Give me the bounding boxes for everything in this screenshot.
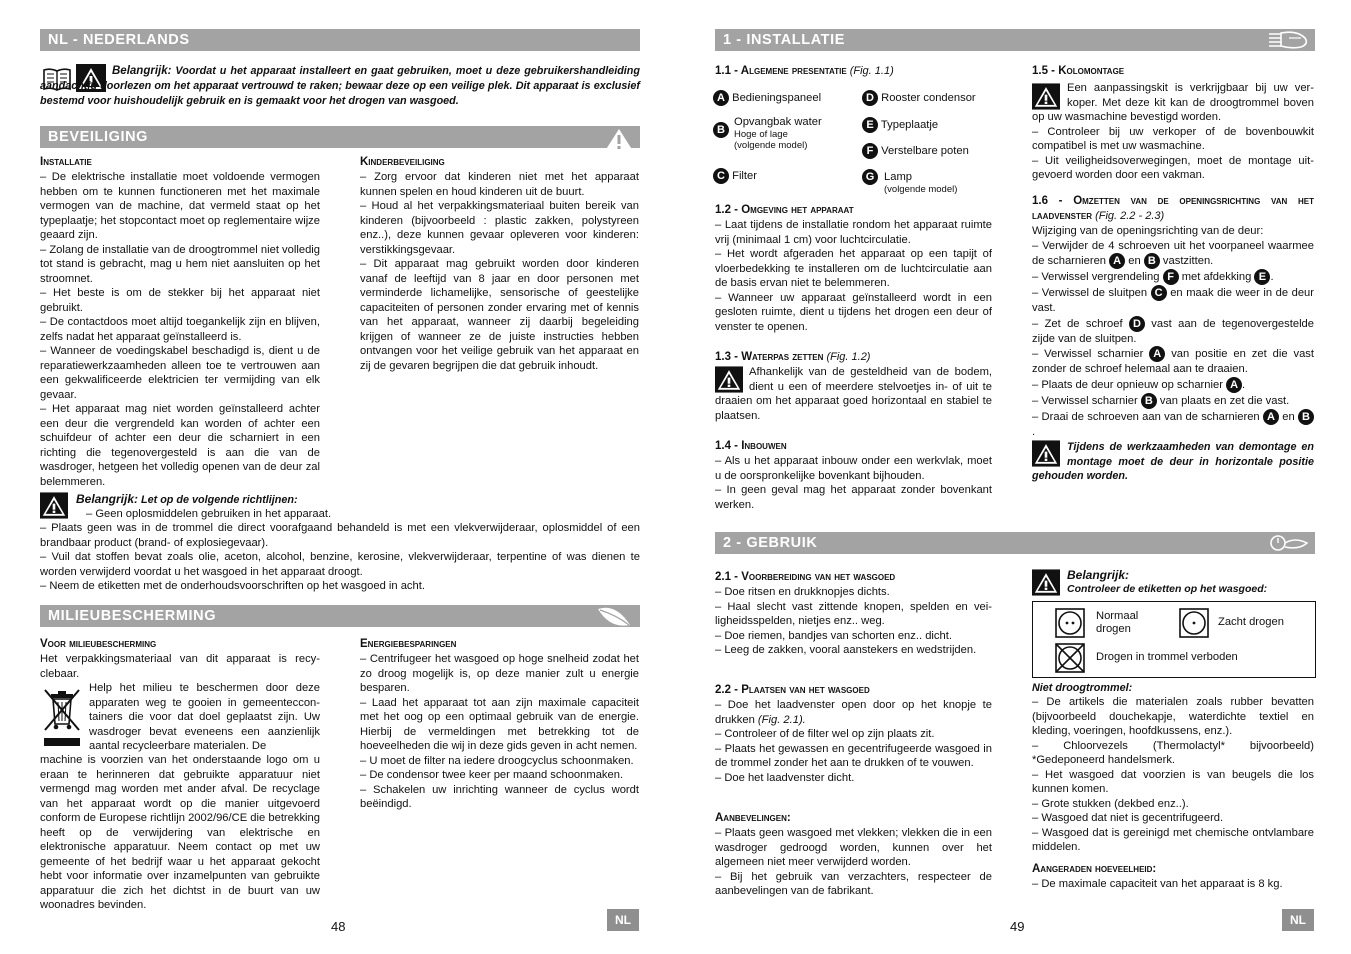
important-label: Belangrijk: Controleer de etiketten op het wasgoed:: [1067, 568, 1268, 595]
s21-title: 2.1 - Voorbereiding van het wasgoed: [715, 571, 896, 583]
marker-c-icon: C: [713, 168, 729, 184]
legend-item-f: F Verstelbare poten: [862, 143, 1002, 169]
page-number: 49: [1010, 919, 1025, 934]
s13-text: Afhankelijk van de gesteldheid van de bodem, dient u een of meerdere stelvoetjes in- of uit te draaien om het apparaat goed horizontaal en stabiel te plaatsen.: [715, 366, 992, 422]
marker-b-icon: B: [1298, 409, 1314, 425]
kinderbeveiliging-section: [360, 155, 639, 373]
leaf-icon: [596, 605, 634, 636]
warning2-text: – Plaats geen was in de trommel die direct voorafgaand behandeld is met een vlekverwijderaar, oplosmiddel of een brandbaar product (brand- of explosiegevaar). – Vuil dat stoffen bevat zoals olie, aceton, alcohol, benzine, kerosine, vlekverwijderaar, terpentine of was dienen te worden verwijderd voordat u het wasgoed in het apparaat droogt. – Neem de etiketten met de onderhoudsvoorschriften op het wasgoed in acht.: [40, 522, 640, 592]
milieu-text3: machine is voorzien van het onderstaande logo om u eraan te herinneren dat gebruikte apparatuur niet vermengd mag worden met ander afval. De recyclage van het apparaat wordt op die manier uitgevoerd conform de Europese richtlijn 2002/96/CE die betrekking heeft op de verwijdering van elektrische en elektronische apparatuur. Neem contact op met uw gemeente of het bedrijf waar u het apparaat gekocht hebt voor informatie over inzamelpunten van gebruikte apparatuur die zich het dichtst in de buurt van uw woonadres bevinden.: [40, 754, 320, 911]
legend-item-g: G Lamp (volgende model): [862, 169, 1002, 195]
marker-f-icon: F: [862, 143, 878, 159]
aangeraden-section: [1032, 862, 1314, 892]
marker-a-icon: A: [1226, 377, 1242, 393]
marker-a-icon: A: [1263, 409, 1279, 425]
marker-d-icon: D: [862, 90, 878, 106]
s21-text: – Doe ritsen en drukknopjes dichts. – Haal slecht vast zittende knopen, spelden en veiligheidsspelden, nietjes enz.. weg. – Doe riemen, bandjes van schorten enz.. dicht. – Leeg de zakken, vooral aanstekers en wedstrijden.: [715, 586, 992, 656]
s16-text: Wijziging van de openingsrichting van de deur: – Verwijder de 4 schroeven uit het voorpaneel waarmee de scharnieren A en B vastzitten. – Verwissel vergrendeling F met afdekking E . – Verwissel de sluitpen C en maak die weer in de deur vast. – Zet de schroef D vast aan de tegenovergestelde zijde van de sluitpen. – Verwissel scharnier A van positie en zet die vast zonder de schroef helemaal aan te draaien. – Plaats de deur opnieuw op scharnier A . – Verwissel scharnier B van plaats en zet die vast. – Draai de schroeven aan van de scharnieren A en B.: [1032, 225, 1315, 438]
s21-section: [715, 570, 992, 658]
marker-d-icon: D: [1129, 316, 1145, 332]
header-beveiliging: BEVEILIGING: [40, 126, 640, 148]
header-installatie: 1 - INSTALLATIE: [715, 29, 1315, 51]
s12-text: – Laat tijdens de installatie rondom het apparaat ruimte vrij (minimaal 1 cm) voor luchtcirculatie. – Het wordt afgeraden het apparaat op een tapijt of vloerbedekking te installeren om de luchtcirculatie aan de basis ervan niet te belemmeren. – Wanneer uw apparaat geïnstalleerd wordt in een gesloten ruimte, dient u tijdens het drogen een deur of venster te openen.: [715, 219, 992, 333]
milieu-title: Voor milieubescherming: [40, 638, 157, 650]
niet-droogtrommel-text: – De artikels die materialen zoals rubber bevatten (bijvoorbeeld douchekapje, waterdichte textiel en kleding, voeringen, hoofdkussens, enz.). – Chloorvezels (Thermolactyl* bijvoorbeeld) *Gedeponeerd handelsmerk. – Het wasgoed dat voorzien is van beugels die los kunnen komen. – Grote stukken (dekbed enz..). – Wasgoed dat niet is gecentrifugeerd. – Wasgoed dat is gereinigd met chemische ontvlambare middelen.: [1032, 696, 1314, 853]
kinderbeveiliging-title: Kinderbeveiliging: [360, 156, 445, 168]
care-normaal-label: Normaal drogen: [1096, 610, 1139, 635]
installatie-section: [40, 155, 320, 489]
do-not-tumble-dry-icon: [1055, 643, 1085, 678]
s22-title: 2.2 - Plaatsen van het wasgoed: [715, 684, 870, 696]
s16-title: 1.6 - Omzetten van de openingsrichting van het laadvenster (Fig. 2.2 - 2.3): [1032, 195, 1314, 222]
niet-droogtrommel-section: [1032, 681, 1314, 855]
legend-item-d: D Rooster condensor: [862, 90, 1002, 117]
s15-title: 1.5 - Kolomontage: [1032, 65, 1125, 77]
aangeraden-text: – De maximale capaciteit van het apparaat is 8 kg.: [1032, 878, 1283, 890]
milieu-section: [40, 637, 320, 681]
kinderbeveiliging-text: – Zorg ervoor dat kinderen niet met het apparaat kunnen spelen en houd kinderen uit de buurt. – Houd al het verpakkingsmateriaal buiten bereik van kinderen (bijvoorbeeld : plastic zakken, polystyreen enz..), deze kunnen gevaar opleveren voor kinderen: verstikkingsgevaar. – Dit apparaat mag gebruikt worden door kinderen vanaf de leeftijd van 8 jaar en door personen met verminderde lichamelijke, sensorische of geestelijke capaciteiten of personen zonder ervaring met of kennis van het apparaat, wanneer zij daarbij begeleiding krijgen of wanneer ze de juiste instructies hebben ontvangen voor het veilige gebruik van het apparaat en zij de gevaren begrijpen die dat gebruik inhoudt.: [360, 171, 639, 372]
legend-left: [713, 90, 863, 184]
legend-item-a: A Bedieningspaneel: [713, 90, 863, 116]
energie-title: Energiebesparingen: [360, 638, 457, 650]
marker-a-icon: A: [713, 90, 729, 106]
care-label-box: [1032, 601, 1316, 678]
s14-section: [715, 439, 992, 512]
warning2-header: Belangrijk: Let op de volgende richtlijnen:: [76, 492, 298, 506]
s15-text: Een aanpassingskit is verkrijgbaar bij uw verkoper. Met deze kit kan de droogtrommel boven op uw wasmachine bevestigd worden. – Controleer bij uw verkoper of de bovenbouwkit compatibel is met uw wasmachine. – Uit veiligheidsoverwegingen, moet de montage uitgevoerd worden door een vakman.: [1032, 82, 1314, 181]
marker-b-icon: B: [713, 122, 729, 138]
aanbevelingen-text: – Plaats geen wasgoed met vlekken; vlekken die in een wasdroger gedroogd worden, kunnen over het algemeen niet meer verwijderd worden. – Bij het gebruik van verzachters, respecteer de aanbevelingen van de fabrikant.: [715, 827, 992, 897]
legend-item-e: E Typeplaatje: [862, 117, 1002, 143]
aanbevelingen-section: [715, 811, 992, 899]
marker-g-icon: G: [862, 169, 878, 185]
header-gebruik: 2 - GEBRUIK: [715, 532, 1315, 554]
installatie-text: – De elektrische installatie moet voldoende vermogen hebben om te kunnen functioneren met het maximale vermogen van de machine, dat vermeld staat op het typeplaatje; het stopcontact moet op reglementaire wijze geaard zijn. – Zolang de installatie van de droogtrommel niet volledig tot stand is gebracht, mag u hem niet aansluiten op het stroomnet. – Het beste is om de stekker bij het apparaat niet gebruikt. – De contactdoos moet altijd toegankelijk zijn en blijven, zelfs nadat het apparaat geïnstalleerd is. – Wanneer de voedingskabel beschadigd is, dient u de reparatiewerkzaamheden alleen toe te vertrouwen aan een gekwalificeerde elektricien ter vermijding van elk gevaar. – Het apparaat mag niet worden geïnstalleerd achter een deur die vergrendeld kan worden of achter een schuifdeur of achter een deur die scharniert in een richting die tegenovergesteld is aan die van de wasdroger, hetgeen het volledig openen van de deur zal belemmeren.: [40, 171, 320, 488]
legend-item-b: B Opvangbak water Hoge of lage (volgende model): [713, 116, 863, 168]
language-tab: NL: [1282, 909, 1314, 931]
energie-section: [360, 637, 639, 812]
care-zacht-label: Zacht drogen: [1218, 616, 1284, 628]
marker-b-icon: B: [1141, 393, 1157, 409]
legend-item-c: C Filter: [713, 168, 863, 184]
page-number: 48: [331, 919, 346, 934]
s14-title: 1.4 - Inbouwen: [715, 440, 787, 452]
marker-b-icon: B: [1144, 253, 1160, 269]
marker-f-icon: F: [1163, 269, 1179, 285]
marker-a-icon: A: [1109, 253, 1125, 269]
use-hand-icon: [1269, 533, 1309, 560]
tumble-dry-low-icon: [1179, 608, 1209, 643]
warning-icon: [1032, 569, 1060, 601]
recycle-bin-icon: [42, 686, 82, 753]
aangeraden-title: Aangeraden hoeveelheid:: [1032, 863, 1157, 875]
header-nederlands: NL - NEDERLANDS: [40, 29, 640, 51]
s12-title: 1.2 - Omgeving het apparaat: [715, 204, 854, 216]
marker-c-icon: C: [1151, 285, 1167, 301]
s14-text: – Als u het apparaat inbouw onder een werkvlak, moet u de oorspronkelijke bovenkant bijhouden. – In geen geval mag het apparaat zonder bovenkant werken.: [715, 455, 992, 511]
marker-e-icon: E: [1254, 269, 1270, 285]
s22-section: [715, 683, 992, 785]
marker-a-icon: A: [1149, 346, 1165, 362]
milieu-text2: Help het milieu te beschermen door deze apparaten weg te gooien in gemeenteccontainers die voor dat doel geplaatst zijn. Uw wasdroger bevat eveneens een aanzienlijk aantal recycleerbare materialen. De: [89, 682, 320, 752]
header-milieubescherming: MILIEUBESCHERMING: [40, 605, 640, 627]
s12-section: [715, 203, 992, 334]
install-hand-icon: [1267, 30, 1309, 57]
milieu-text1: Het verpakkingsmateriaal van dit apparaat is recyclebaar.: [40, 653, 320, 680]
legend-right: [862, 90, 1002, 195]
s22-text: – Doe het laadvenster open door op het knopje te drukken (Fig. 2.1). – Controleer of de filter wel op zijn plaats zit. – Plaats het gewassen en gecentrifugeerde wasgoed in de trommel zonder het aan te drukken of te vouwen. – Doe het laadvenster dicht.: [715, 699, 992, 784]
warning-icon: [40, 492, 68, 524]
language-tab: NL: [607, 909, 639, 931]
warning2-first: – Geen oplosmiddelen gebruiken in het apparaat.: [86, 508, 332, 520]
aanbevelingen-title: Aanbevelingen:: [715, 812, 791, 824]
energie-text: – Centrifugeer het wasgoed op hoge snelheid zodat het zo droog mogelijk is, op deze manier zult u energie besparen. – Laad het apparaat tot aan zijn maximale capaciteit met het oog op een optimaal gebruik van de energie. Hierbij de vermeldingen met betrekking tot de hoeveelheden die wij in deze gids geven in acht nemen. – U moet de filter na iedere droogcyclus schoonmaken. – De condensor twee keer per maand schoonmaken. – Schakelen uw inrichting wanneer de cyclus wordt beëindigd.: [360, 653, 639, 810]
intro-text: Belangrijk: Voordat u het apparaat installeert en gaat gebruiken, moet u deze gebruikershandleiding aandachtig doorlezen om het apparaat vertrouwd te raken; bewaar deze op een veilige plek. Dit apparaat is exclusief bestemd voor huishoudelijk gebruik en is gemaakt voor het drogen van wasgoed.: [40, 65, 640, 107]
marker-e-icon: E: [862, 117, 878, 133]
s13-title: 1.3 - Waterpas zetten (Fig. 1.2): [715, 351, 871, 363]
installatie-title: Installatie: [40, 156, 92, 168]
s16-warning: Tijdens de werkzaamheden van demontage en montage moet de deur in horizontale positie gehouden worden.: [1032, 441, 1314, 482]
niet-droogtrommel-title: Niet droogtrommel:: [1032, 682, 1133, 694]
s11-title: 1.1 - Algemene presentatie (Fig. 1.1): [715, 65, 894, 77]
care-verboden-label: Drogen in trommel verboden: [1096, 651, 1238, 663]
tumble-dry-normal-icon: [1055, 608, 1085, 643]
